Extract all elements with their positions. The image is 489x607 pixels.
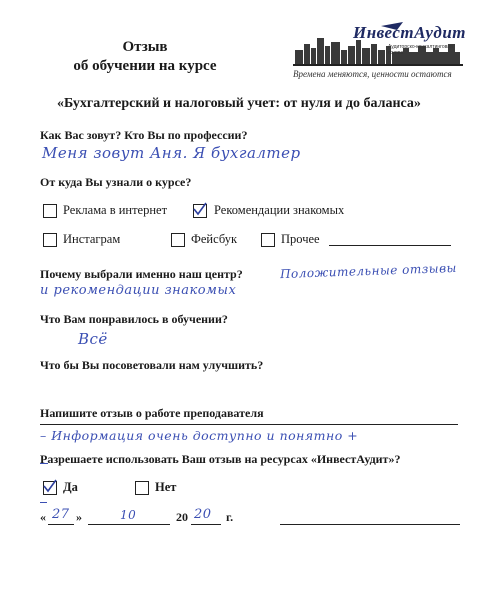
answer-teacher[interactable]: – Информация очень доступно и понятно + [40,428,359,443]
date-year-unit: г. [226,510,234,524]
permission-yes-label: Да [63,480,78,494]
form-title-line2: об обучении на курсе [73,58,217,74]
option-internet-ad-label: Реклама в интернет [63,203,168,217]
checkbox-other[interactable] [261,233,275,247]
question-improve-label: Что бы Вы посоветовали нам улучшить? [40,358,264,372]
checkbox-facebook[interactable] [171,233,185,247]
question-source-label: От куда Вы узнали о курсе? [40,175,192,189]
question-liked-label: Что Вам понравилось в обучении? [40,312,228,326]
logo [293,20,467,82]
date-month[interactable]: 10 [120,508,137,522]
option-instagram-label: Инстаграм [63,232,121,246]
date-day-line [48,524,74,525]
date-close-quote: » [76,510,82,524]
option-other-label: Прочее [281,232,320,246]
question-teacher-label: Напишите отзыв о работе преподавателя [40,406,264,420]
answer-liked[interactable]: Всё [78,330,108,348]
signature-line[interactable] [280,524,460,525]
logo-subtitle: Аудиторско-консалтинговая группа [388,44,453,56]
checkmark-icon [42,478,58,494]
checkbox-instagram[interactable] [43,233,57,247]
logo-slogan: Времена меняются, ценности остаются [293,69,452,79]
checkbox-permission-no[interactable] [135,481,149,495]
logo-name: ИнвестАудит [353,23,467,42]
date-open-quote: « [40,510,46,524]
date-year-suffix[interactable]: 20 [194,507,212,522]
answer-why-line1[interactable]: Положительные отзывы [279,260,458,282]
date-row [40,507,460,530]
teacher-answer-line[interactable] [40,424,458,425]
date-day[interactable]: 27 [52,507,70,522]
form-title-line1: Отзыв [122,39,168,55]
date-month-line [88,524,170,525]
checkbox-internet-ad[interactable] [43,204,57,218]
margin-mark [40,463,48,464]
permission-no-label: Нет [155,480,177,494]
date-year-line [191,524,221,525]
answer-why-line2[interactable]: и рекомендации знакомых [40,283,237,298]
option-facebook-label: Фейсбук [191,232,238,246]
other-fill-line[interactable] [329,245,451,246]
answer-name[interactable]: Меня зовут Аня. Я бухгалтер [42,144,301,162]
margin-mark [40,502,47,503]
question-why-label: Почему выбрали именно наш центр? [40,267,243,281]
question-name-label: Как Вас зовут? Кто Вы по профессии? [40,128,248,142]
course-title: «Бухгалтерский и налоговый учет: от нуля и до баланса» [57,96,421,111]
option-recommendations-label: Рекомендации знакомых [214,203,345,217]
date-year-prefix: 20 [176,510,188,524]
question-permission-label: Разрешаете использовать Ваш отзыв на ресурсах «ИнвестАудит»? [40,452,401,466]
form-title [40,38,250,76]
checkmark-icon [192,201,208,217]
